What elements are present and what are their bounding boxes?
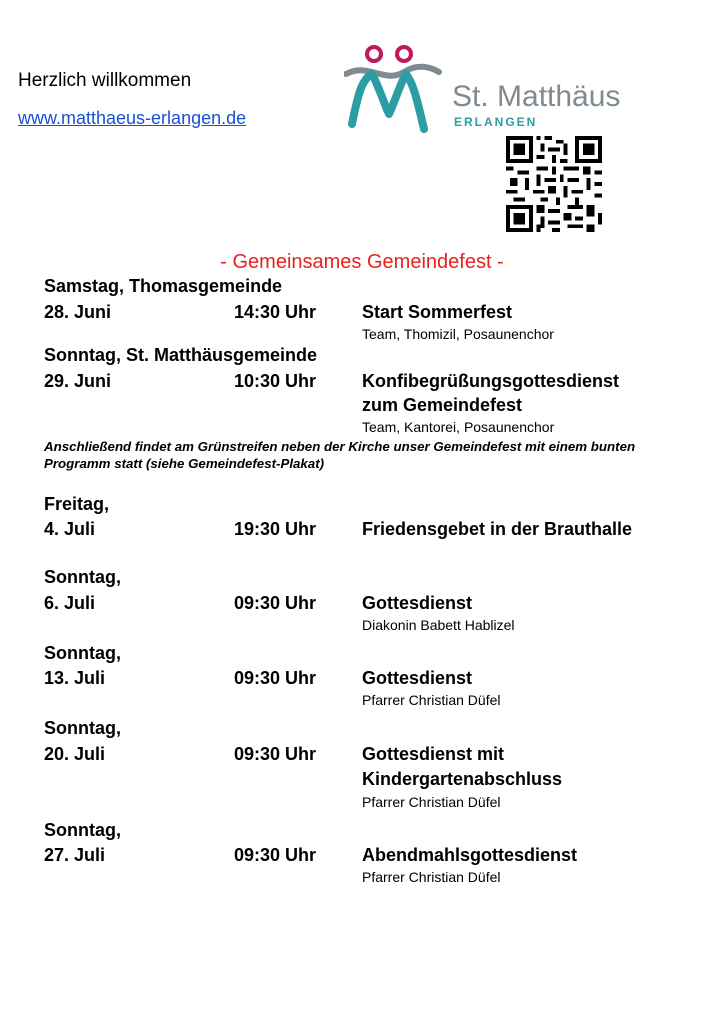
event-date: 4. Juli: [44, 519, 96, 539]
event-day: Sonntag,: [44, 718, 121, 738]
event-day: Freitag,: [44, 494, 110, 514]
event-subtitle: Pfarrer Christian Düfel: [362, 794, 501, 810]
welcome-heading: Herzlich willkommen: [18, 70, 192, 91]
event-date: 27. Juli: [44, 845, 106, 865]
event-date: 6. Juli: [44, 593, 96, 613]
event-title: Gottesdienst: [362, 593, 473, 613]
event-day: Sonntag, St. Matthäusgemeinde: [44, 345, 318, 365]
event-day: Sonntag,: [44, 643, 121, 663]
event-subtitle: Pfarrer Christian Düfel: [362, 692, 501, 708]
event-time: 14:30 Uhr: [234, 302, 317, 322]
event-title: Gottesdienst: [362, 668, 473, 688]
event-title: Start Sommerfest: [362, 302, 513, 322]
headline: - Gemeinsames Gemeindefest -: [220, 251, 504, 273]
event-subtitle: Pfarrer Christian Düfel: [362, 869, 501, 885]
event-subtitle: Team, Thomizil, Posaunenchor: [362, 326, 554, 342]
logo-subtitle: ERLANGEN: [454, 115, 538, 129]
event-time: 09:30 Uhr: [234, 668, 317, 688]
qr-code: [506, 136, 602, 232]
event-date: 29. Juni: [44, 371, 112, 391]
event-day: Sonntag,: [44, 820, 121, 840]
event-time: 09:30 Uhr: [234, 744, 317, 764]
church-logo: [344, 44, 644, 134]
event-time: 09:30 Uhr: [234, 593, 317, 613]
logo-name: St. Matthäus: [452, 80, 621, 113]
event-subtitle: Diakonin Babett Hablizel: [362, 617, 515, 633]
event-title: Abendmahlsgottesdienst: [362, 845, 578, 865]
festival-note: Anschließend findet am Grünstreifen neben der Kirche unser Gemeindefest mit einem bunten Programm statt (siehe Gemeindefest-Plakat): [44, 439, 636, 471]
event-date: 20. Juli: [44, 744, 106, 764]
event-subtitle: Team, Kantorei, Posaunenchor: [362, 419, 555, 435]
event-date: 13. Juli: [44, 668, 106, 688]
event-title: Friedensgebet in der Brauthalle: [362, 519, 633, 539]
event-date: 28. Juni: [44, 302, 112, 322]
event-title: Gottesdienst mit: [362, 744, 505, 764]
event-title: Konfibegrüßungsgottesdienst: [362, 371, 619, 391]
event-title-line2: zum Gemeindefest: [362, 395, 523, 415]
event-title-line2: Kindergartenabschluss: [362, 769, 563, 789]
event-time: 09:30 Uhr: [234, 845, 317, 865]
event-day: Samstag, Thomasgemeinde: [44, 276, 283, 296]
website-link[interactable]: www.matthaeus-erlangen.de: [18, 108, 247, 128]
event-time: 19:30 Uhr: [234, 519, 317, 539]
event-time: 10:30 Uhr: [234, 371, 317, 391]
event-day: Sonntag,: [44, 567, 121, 587]
